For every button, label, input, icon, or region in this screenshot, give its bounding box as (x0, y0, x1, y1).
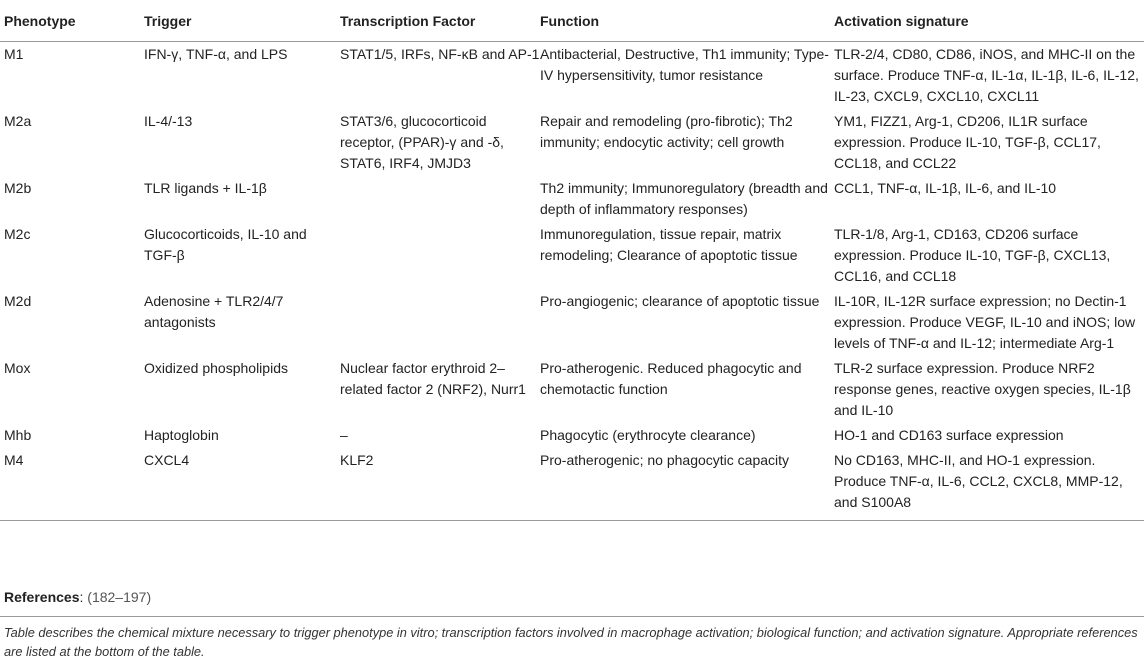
cell-trigger: IL-4/-13 (144, 113, 193, 129)
cell-function: Phagocytic (erythrocyte clearance) (540, 427, 756, 443)
cell-activation-signature: TLR-1/8, Arg-1, CD163, CD206 surface expression. Produce IL-10, TGF-β, CXCL13, CCL16, and CCL18 (834, 226, 1111, 284)
header-activation-signature: Activation signature (834, 4, 1144, 42)
cell-activation-signature: No CD163, MHC-II, and HO-1 expression. Produce TNF-α, IL-6, CCL2, CXCL8, MMP-12, and S100A8 (834, 448, 1144, 521)
phenotype-table (0, 4, 1144, 521)
table-row (0, 423, 1144, 448)
cell-activation-signature: IL-10R, IL-12R surface expression; no Dectin-1 expression. Produce VEGF, IL-10 and iNOS; low levels of TNF-α and IL-12; intermediate Arg-1 (834, 293, 1136, 351)
references-line (4, 589, 151, 605)
cell-trigger: Adenosine + TLR2/4/7 antagonists (144, 293, 284, 330)
cell-function: Immunoregulation, tissue repair, matrix remodeling; Clearance of apoptotic tissue (540, 226, 798, 263)
cell-function: Antibacterial, Destructive, Th1 immunity; Type-IV hypersensitivity, tumor resistance (540, 46, 829, 83)
header-trigger: Trigger (144, 4, 340, 42)
cell-transcription-factor (340, 176, 540, 222)
cell-trigger: IFN-γ, TNF-α, and LPS (144, 46, 288, 62)
cell-transcription-factor: STAT1/5, IRFs, NF-κB and AP-1 (340, 46, 540, 62)
cell-trigger: TLR ligands + IL-1β (144, 180, 267, 196)
cell-phenotype: M2c (4, 226, 31, 242)
cell-function: Pro-angiogenic; clearance of apoptotic tissue (540, 293, 820, 309)
table-caption: Table describes the chemical mixture necessary to trigger phenotype in vitro; transcription factors involved in macrophage activation; biological function; and activation signature. Appropriate references are listed at the bottom of the table. (4, 625, 1138, 659)
cell-transcription-factor (340, 289, 540, 356)
header-phenotype: Phenotype (0, 4, 144, 42)
cell-activation-signature: CCL1, TNF-α, IL-1β, IL-6, and IL-10 (834, 180, 1057, 196)
references-label: References (4, 589, 80, 605)
cell-phenotype: Mox (4, 360, 31, 376)
cell-activation-signature: YM1, FIZZ1, Arg-1, CD206, IL1R surface expression. Produce IL-10, TGF-β, CCL17, CCL18, and CCL22 (834, 113, 1101, 171)
table-row (0, 448, 1144, 521)
cell-activation-signature: TLR-2/4, CD80, CD86, iNOS, and MHC-II on the surface. Produce TNF-α, IL-1α, IL-1β, IL-6, IL-12, IL-23, CXCL9, CXCL10, CXCL11 (834, 46, 1139, 104)
cell-trigger: Oxidized phospholipids (144, 360, 288, 376)
cell-phenotype: Mhb (4, 427, 32, 443)
cell-function: Repair and remodeling (pro-fibrotic); Th2 immunity; endocytic activity; cell growth (540, 113, 793, 150)
table-row (0, 289, 1144, 356)
header-function: Function (540, 4, 834, 42)
cell-function: Pro-atherogenic. Reduced phagocytic and chemotactic function (540, 360, 802, 397)
header-transcription-factor: Transcription Factor (340, 4, 540, 42)
cell-transcription-factor (340, 222, 540, 289)
table-row (0, 356, 1144, 423)
cell-transcription-factor: Nuclear factor erythroid 2–related factor 2 (NRF2), Nurr1 (340, 360, 526, 397)
cell-activation-signature: TLR-2 surface expression. Produce NRF2 response genes, reactive oxygen species, IL-1β and IL-10 (834, 360, 1131, 418)
table-row (0, 42, 1144, 110)
cell-trigger: Glucocorticoids, IL-10 and TGF-β (144, 226, 307, 263)
cell-transcription-factor: KLF2 (340, 448, 540, 521)
cell-phenotype: M2a (4, 113, 32, 129)
cell-phenotype: M2b (4, 180, 32, 196)
cell-transcription-factor: – (340, 427, 348, 443)
caption-divider (0, 616, 1144, 617)
cell-phenotype: M1 (4, 46, 24, 62)
cell-function: Th2 immunity; Immunoregulatory (breadth and depth of inflammatory responses) (540, 180, 828, 217)
cell-transcription-factor: STAT3/6, glucocorticoid receptor, (PPAR)-γ and -δ, STAT6, IRF4, JMJD3 (340, 113, 504, 171)
table-row (0, 109, 1144, 176)
cell-trigger: CXCL4 (144, 448, 340, 521)
references-separator: : (79, 589, 84, 605)
references-range: (182–197) (87, 589, 152, 605)
cell-phenotype: M4 (0, 448, 144, 521)
table-row (0, 222, 1144, 289)
cell-function: Pro-atherogenic; no phagocytic capacity (540, 448, 834, 521)
header-row (0, 4, 1144, 42)
table-row (0, 176, 1144, 222)
cell-trigger: Haptoglobin (144, 427, 219, 443)
cell-phenotype: M2d (4, 293, 32, 309)
cell-activation-signature: HO-1 and CD163 surface expression (834, 427, 1064, 443)
